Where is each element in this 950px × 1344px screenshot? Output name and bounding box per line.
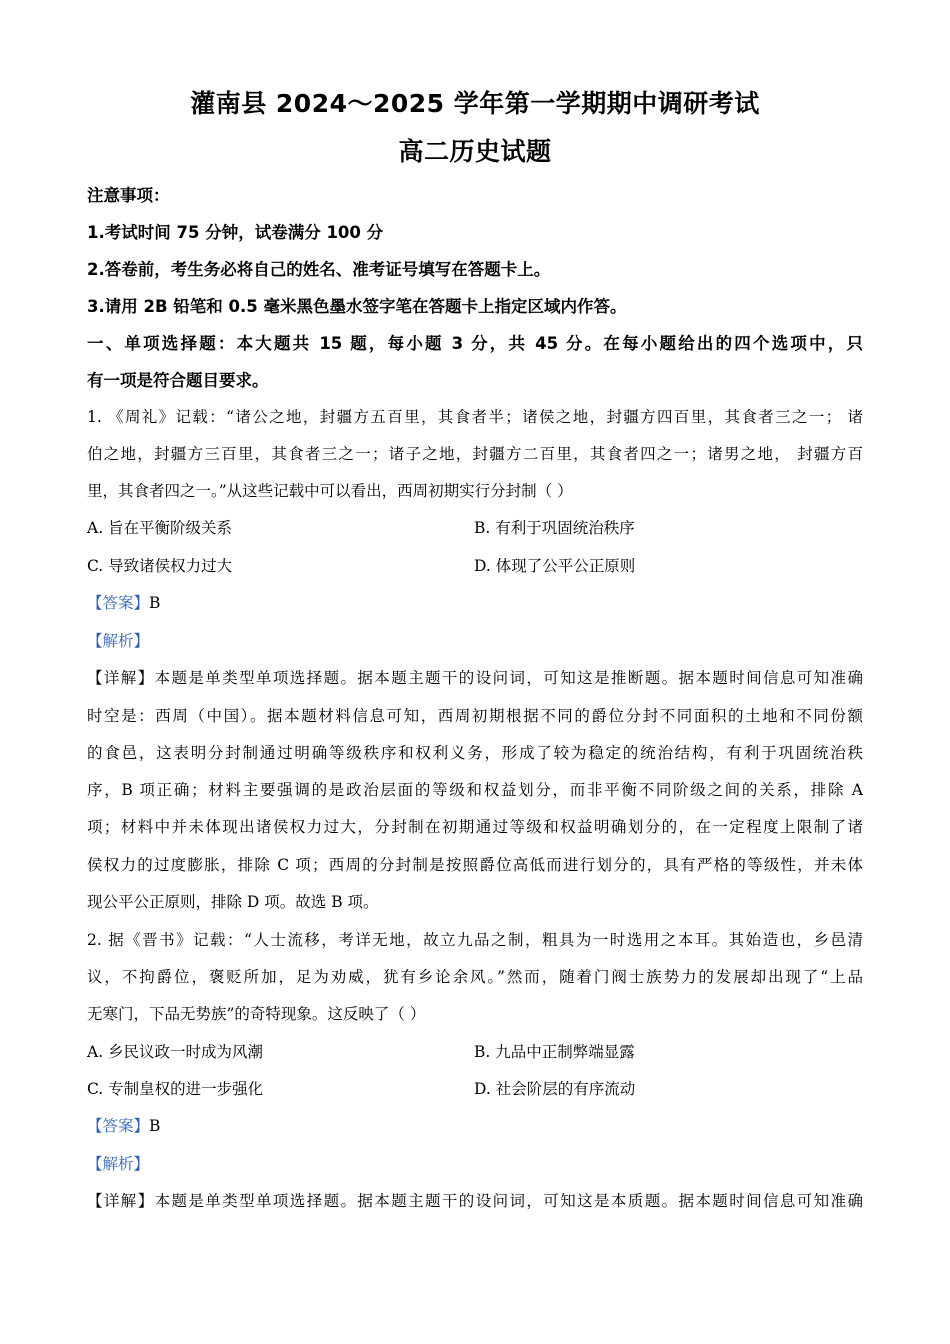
- detail-tag: 【详解】: [87, 669, 155, 687]
- q1-detail-line: 的食邑，这表明分封制通过明确等级秩序和权利义务，形成了较为稳定的统治结构，有利于巩固统治秩: [87, 744, 863, 762]
- q2-detail-line: 【详解】本题是单类型单项选择题。据本题主题干的设问词，可知这是本质题。据本题时间信息可知准确: [87, 1192, 863, 1210]
- q1-option-a: A. 旨在平衡阶级关系: [87, 519, 233, 537]
- q2-stem-line: 无寒门，下品无势族”的奇特现象。这反映了（ ）: [87, 1005, 426, 1023]
- q2-option-b: B. 九品中正制弊端显露: [474, 1043, 635, 1061]
- q1-option-c: C. 导致诸侯权力过大: [87, 557, 233, 575]
- q1-option-b: B. 有利于巩固统治秩序: [474, 519, 635, 537]
- q1-answer: [87, 591, 160, 613]
- q2-stem-line: 2. 据《晋书》记载：“人士流移，考详无地，故立九品之制，粗具为一时选用之本耳。其始造也，乡邑清: [87, 931, 863, 949]
- q2-option-a: A. 乡民议政一时成为风潮: [87, 1043, 264, 1061]
- answer-value: B: [149, 1117, 161, 1135]
- q1-option-d: D. 体现了公平公正原则: [474, 557, 636, 575]
- exam-title: 灌南县 2024～2025 学年第一学期期中调研考试: [190, 89, 760, 118]
- q1-stem-line: 伯之地，封疆方三百里，其食者三之一；诸子之地，封疆方二百里，其食者四之一；诸男之地， 封疆方百: [87, 445, 863, 463]
- q2-option-d: D. 社会阶层的有序流动: [474, 1080, 636, 1098]
- section-heading: 一、单项选择题：本大题共 15 题，每小题 3 分，共 45 分。在每小题给出的四个选项中，只: [87, 334, 863, 353]
- notice-item: 1.考试时间 75 分钟，试卷满分 100 分: [87, 223, 384, 242]
- q1-detail-line: 现公平公正原则，排除 D 项。故选 B 项。: [87, 893, 379, 911]
- q1-detail-line: 时空是：西周（中国）。据本题材料信息可知，西周初期根据不同的爵位分封不同面积的土地和不同份额: [87, 707, 863, 725]
- notice-item: 3.请用 2B 铅笔和 0.5 毫米黑色墨水签字笔在答题卡上指定区域内作答。: [87, 297, 627, 316]
- q2-analysis-tag: 【解析】: [87, 1155, 150, 1173]
- q1-detail-line: 项；材料中并未体现出诸侯权力过大，分封制在初期通过等级和权益明确划分的，在一定程度上限制了诸: [87, 818, 863, 836]
- answer-value: B: [149, 594, 161, 612]
- q1-stem-line: 1. 《周礼》记载：“诸公之地，封疆方五百里，其食者半；诸侯之地，封疆方四百里，其食者三之一； 诸: [87, 408, 863, 426]
- q1-detail-line: 序，B 项正确；材料主要强调的是政治层面的等级和权益划分，而非平衡不同阶级之间的关系，排除 A: [87, 781, 863, 799]
- section-heading-cont: 有一项是符合题目要求。: [87, 371, 269, 390]
- answer-tag: 【答案】: [87, 1117, 150, 1135]
- detail-tag: 【详解】: [87, 1192, 155, 1210]
- q2-answer: [87, 1114, 160, 1136]
- q1-stem-line: 里，其食者四之一。”从这些记载中可以看出，西周初期实行分封制（ ）: [87, 482, 573, 500]
- answer-tag: 【答案】: [87, 594, 150, 612]
- notice-item: 2.答卷前，考生务必将自己的姓名、准考证号填写在答题卡上。: [87, 260, 551, 279]
- notice-heading: 注意事项：: [87, 186, 170, 205]
- exam-subtitle: 高二历史试题: [398, 137, 552, 166]
- q1-detail-line: 【详解】本题是单类型单项选择题。据本题主题干的设问词，可知这是推断题。据本题时间信息可知准确: [87, 669, 863, 687]
- q1-analysis-tag: 【解析】: [87, 632, 150, 650]
- q2-option-c: C. 专制皇权的进一步强化: [87, 1080, 264, 1098]
- q2-stem-line: 议，不拘爵位，褒贬所加，足为劝威，犹有乡论余风。”然而，随着门阀士族势力的发展却出现了“上品: [87, 968, 863, 986]
- q1-detail-line: 侯权力的过度膨胀，排除 C 项；西周的分封制是按照爵位高低而进行划分的，具有严格的等级性，并未体: [87, 856, 863, 874]
